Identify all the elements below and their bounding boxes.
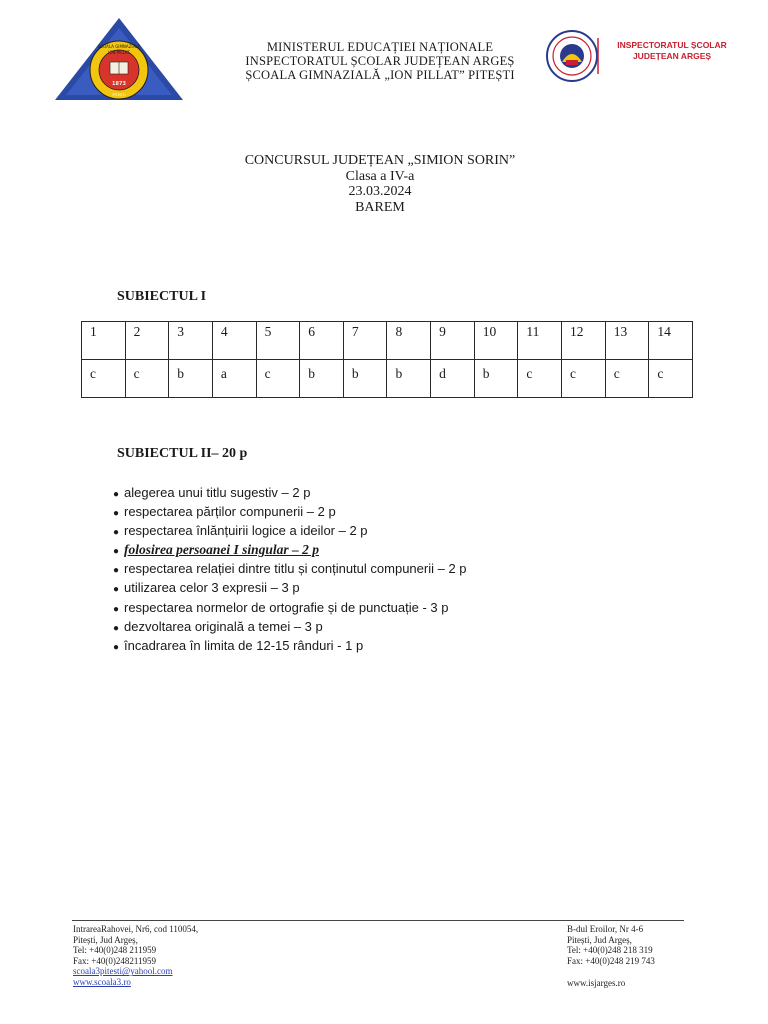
contest-block: [180, 153, 580, 215]
question-number-row: [82, 322, 693, 360]
institution-header: [200, 40, 560, 82]
criteria-text: respectarea înlănțuirii logice a ideilor – 2 p: [124, 523, 368, 539]
contest-date: 23.03.2024: [348, 184, 412, 199]
question-number: 10: [474, 322, 518, 360]
answer-table: [81, 321, 693, 398]
question-number: 7: [343, 322, 387, 360]
footer-school-website-link[interactable]: www.scoala3.ro: [73, 976, 131, 987]
answer-cell: b: [474, 360, 518, 398]
logo-left-text-city: PITEȘTI: [112, 93, 126, 97]
question-number: 11: [518, 322, 562, 360]
subject2-heading: SUBIECTUL II– 20 p: [117, 446, 248, 461]
footer-isj-contact: [567, 924, 655, 989]
ministry-line: MINISTERUL EDUCAȚIEI NAȚIONALE: [266, 40, 494, 54]
criteria-text: încadrarea în limita de 12-15 rânduri - 1 p: [124, 637, 364, 653]
footer-divider: [72, 920, 684, 921]
answer-cell: c: [82, 360, 126, 398]
contest-label: BAREM: [355, 199, 405, 215]
school-logo: [52, 16, 186, 102]
answer-cell: d: [431, 360, 475, 398]
criteria-text: utilizarea celor 3 expresii – 3 p: [124, 580, 300, 596]
logo-left-text-school: ȘCOALA GIMNAZIALĂ: [97, 44, 141, 49]
bullet-icon: ●: [113, 641, 120, 653]
footer-isj-address: B-dul Eroilor, Nr 4-6: [567, 924, 644, 934]
criteria-text: respectarea normelor de ortografie și de punctuație - 3 p: [124, 599, 449, 615]
answer-cell: c: [649, 360, 693, 398]
footer-school-city: Pitești, Jud Argeș,: [73, 934, 138, 945]
bullet-icon: ●: [113, 622, 120, 634]
answer-cell: c: [518, 360, 562, 398]
question-number: 3: [169, 322, 213, 360]
answer-cell: b: [343, 360, 387, 398]
question-number: 14: [649, 322, 693, 360]
contest-class: Clasa a IV-a: [345, 168, 415, 184]
criteria-text: respectarea părților compunerii – 2 p: [124, 504, 336, 520]
isj-line-2: JUDEȚEAN ARGEȘ: [632, 51, 712, 61]
criteria-text: alegerea unui titlu sugestiv – 2 p: [124, 485, 311, 500]
bullet-icon: ●: [113, 603, 120, 615]
question-number: 6: [300, 322, 344, 360]
bullet-icon: ●: [113, 508, 120, 520]
criteria-item: [113, 503, 673, 522]
isj-label: [612, 40, 732, 62]
question-number: 12: [562, 322, 606, 360]
answer-cell: b: [169, 360, 213, 398]
answer-cell: c: [125, 360, 169, 398]
inspectorate-line: INSPECTORATUL ȘCOLAR JUDEȚEAN ARGEȘ: [245, 54, 515, 68]
criteria-item: [113, 618, 673, 637]
criteria-list: [113, 484, 673, 656]
footer-isj-city: Pitești, Jud Argeș,: [567, 934, 632, 945]
footer-isj-website[interactable]: www.isjarges.ro: [567, 978, 626, 989]
criteria-item: [113, 599, 673, 618]
criteria-item: [113, 637, 673, 656]
criteria-text: folosirea persoanei I singular – 2 p: [124, 542, 320, 558]
footer-isj-tel: Tel: +40(0)248 218 319: [567, 945, 653, 956]
isj-line-1: INSPECTORATUL ȘCOLAR: [617, 40, 727, 50]
criteria-item-highlighted: [113, 541, 673, 560]
logo-left-text-year: 1873: [112, 81, 126, 87]
criteria-item: [113, 484, 673, 503]
question-number: 9: [431, 322, 475, 360]
answer-row: [82, 360, 693, 398]
answer-cell: c: [256, 360, 300, 398]
footer-school-fax: Fax: +40(0)248211959: [73, 955, 156, 966]
subject1-heading: SUBIECTUL I: [117, 289, 207, 304]
bullet-icon: ●: [113, 527, 120, 539]
answer-cell: b: [300, 360, 344, 398]
school-line: ȘCOALA GIMNAZIALĂ „ION PILLAT” PITEȘTI: [245, 68, 515, 82]
footer-school-address: IntrareaRahovei, Nr6, cod 110054,: [73, 924, 199, 934]
bullet-icon: ●: [113, 565, 120, 577]
footer-isj-fax: Fax: +40(0)248 219 743: [567, 955, 655, 966]
footer-school-contact: [73, 924, 198, 988]
question-number: 4: [212, 322, 256, 360]
criteria-item: [113, 522, 673, 541]
question-number: 13: [605, 322, 649, 360]
question-number: 2: [125, 322, 169, 360]
criteria-text: respectarea relației dintre titlu și conținutul compunerii – 2 p: [124, 561, 467, 577]
answer-cell: a: [212, 360, 256, 398]
criteria-text: dezvoltarea originală a temei – 3 p: [124, 618, 323, 634]
bullet-icon: ●: [113, 546, 120, 558]
question-number: 8: [387, 322, 431, 360]
logo-left-text-name: ION PILLAT: [108, 50, 130, 55]
isj-logo: [544, 28, 606, 84]
footer-school-tel: Tel: +40(0)248 211959: [73, 945, 157, 956]
footer-school-email-link[interactable]: scoala3pitesti@yahool.com: [73, 966, 173, 977]
criteria-item: [113, 560, 673, 579]
answer-cell: c: [562, 360, 606, 398]
bullet-icon: ●: [113, 489, 120, 500]
answer-cell: c: [605, 360, 649, 398]
question-number: 1: [82, 322, 126, 360]
answer-cell: b: [387, 360, 431, 398]
question-number: 5: [256, 322, 300, 360]
criteria-item: [113, 579, 673, 598]
contest-title: CONCURSUL JUDEȚEAN „SIMION SORIN”: [244, 153, 516, 168]
bullet-icon: ●: [113, 584, 120, 596]
